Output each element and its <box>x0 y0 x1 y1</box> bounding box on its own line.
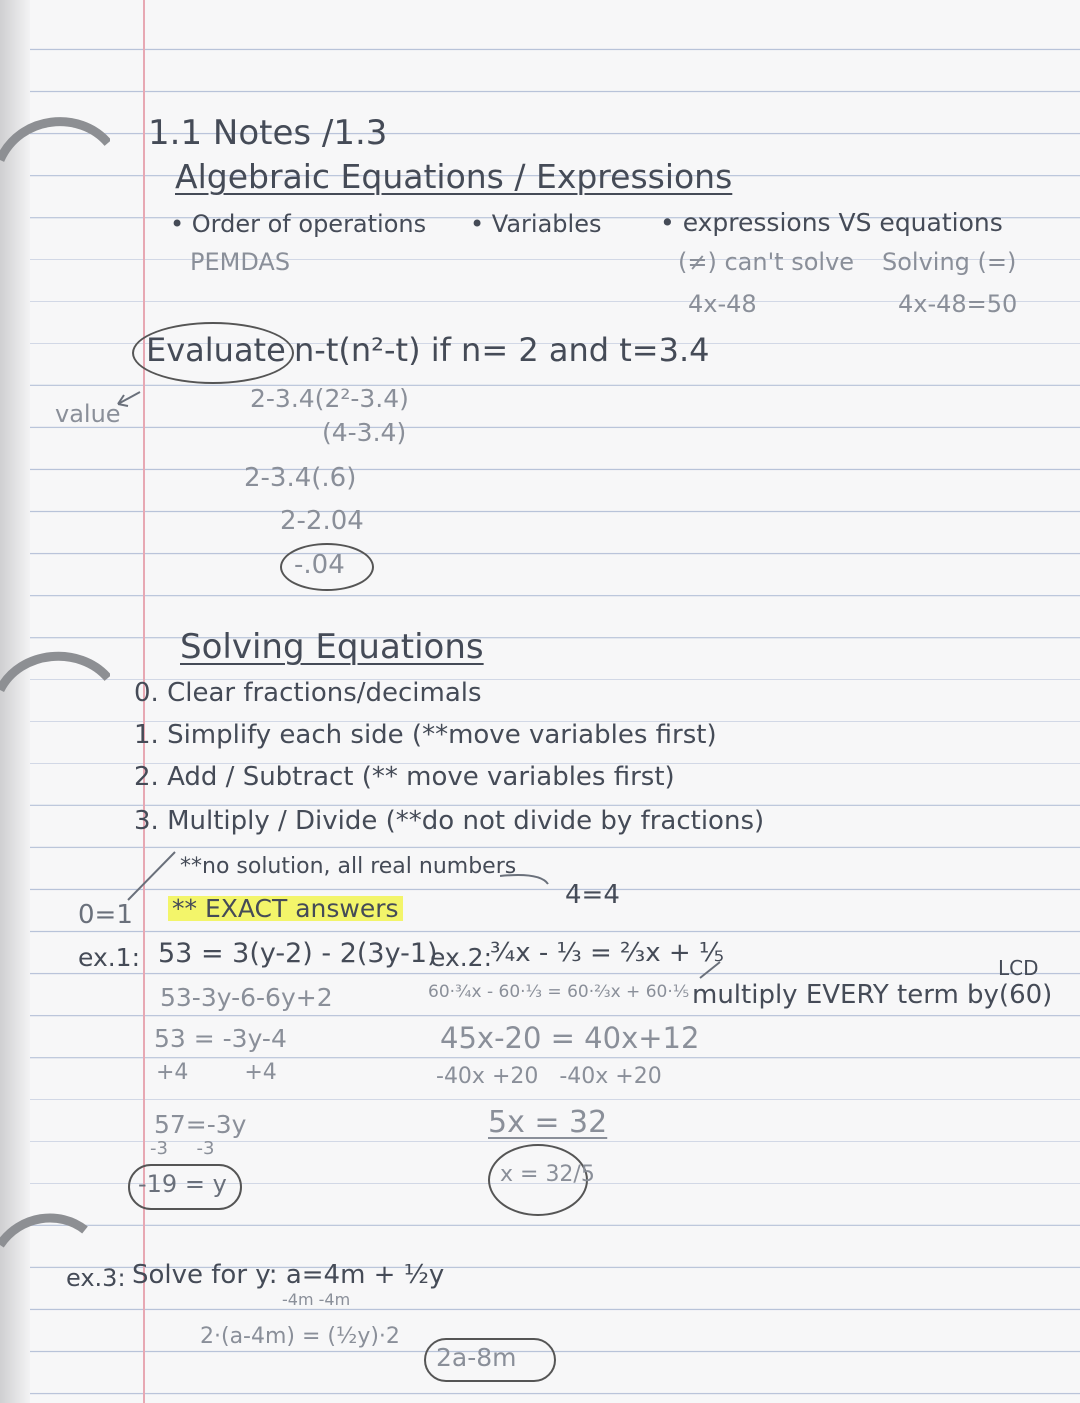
binder-ring-icon <box>0 640 110 710</box>
ex1-step: -3 -3 <box>150 1138 215 1159</box>
zero-equals-one: 0=1 <box>78 900 133 930</box>
page-subtitle: Algebraic Equations / Expressions <box>175 157 733 196</box>
ex1-equation: 53 = 3(y-2) - 2(3y-1) <box>158 938 438 969</box>
topic-variables: • Variables <box>470 210 602 238</box>
binder-ring-icon <box>0 105 110 175</box>
ex3-sub: -4m -4m <box>282 1290 351 1309</box>
ex1-step: 53 = -3y-4 <box>154 1024 287 1053</box>
evaluate-step: 2-3.4(.6) <box>244 463 357 493</box>
equation-example: 4x-48=50 <box>898 290 1018 318</box>
ex1-label: ex.1: <box>78 943 141 972</box>
ex3-answer: 2a-8m <box>436 1343 517 1372</box>
exact-answers-highlight: ** EXACT answers <box>168 896 403 921</box>
ex1-step: +4 +4 <box>156 1060 277 1085</box>
evaluate-label: Evaluate <box>146 331 286 369</box>
ex2-step: 5x = 32 <box>488 1105 608 1140</box>
rule-item: 0. Clear fractions/decimals <box>134 678 482 708</box>
ex3-label: ex.3: <box>66 1264 126 1292</box>
topic-solving: Solving (=) <box>882 248 1017 276</box>
evaluate-expression: n-t(n²-t) if n= 2 and t=3.4 <box>294 331 710 369</box>
ex1-answer: -19 = y <box>138 1170 227 1198</box>
value-note: value <box>55 400 121 428</box>
ex1-step: 53-3y-6-6y+2 <box>160 983 333 1012</box>
four-equals-four: 4=4 <box>565 880 620 910</box>
rule-item: 3. Multiply / Divide (**do not divide by fractions) <box>134 806 765 836</box>
rule-item: 2. Add / Subtract (** move variables first) <box>134 762 675 792</box>
ex2-label: ex.2: <box>430 943 493 972</box>
ex2-equation: ¾x - ⅓ = ⅔x + ⅕ <box>490 938 725 968</box>
evaluate-step: 2-3.4(2²-3.4) <box>250 384 409 413</box>
evaluate-answer: -.04 <box>294 550 345 580</box>
binder-ring-icon <box>0 1200 110 1270</box>
evaluate-step: (4-3.4) <box>322 418 407 447</box>
ex2-step: -40x +20 -40x +20 <box>436 1064 662 1089</box>
solving-heading: Solving Equations <box>180 627 484 667</box>
ex1-step: 57=-3y <box>154 1110 247 1139</box>
ex2-step: 45x-20 = 40x+12 <box>440 1021 700 1055</box>
topic-expressions-vs-equations: • expressions VS equations <box>660 208 1003 237</box>
no-solution-note: **no solution, all real numbers <box>180 854 517 879</box>
multiply-note: multiply EVERY term by(60) <box>692 980 1053 1010</box>
ex2-answer: x = 32/5 <box>500 1162 595 1187</box>
lcd-label: LCD <box>998 956 1039 980</box>
topic-order-of-operations: • Order of operations <box>170 210 427 238</box>
ex2-step: 60·¾x - 60·⅓ = 60·⅔x + 60·⅕ <box>428 982 690 1002</box>
expression-example: 4x-48 <box>688 290 757 318</box>
topic-pemdas: PEMDAS <box>190 248 291 276</box>
ex3-step: 2·(a-4m) = (½y)·2 <box>200 1324 400 1349</box>
evaluate-step: 2-2.04 <box>280 506 364 536</box>
ex3-prompt: Solve for y: a=4m + ½y <box>132 1260 445 1290</box>
page-title: 1.1 Notes /1.3 <box>148 113 388 153</box>
rule-item: 1. Simplify each side (**move variables first) <box>134 720 717 750</box>
topic-cant-solve: (≠) can't solve <box>678 248 855 276</box>
